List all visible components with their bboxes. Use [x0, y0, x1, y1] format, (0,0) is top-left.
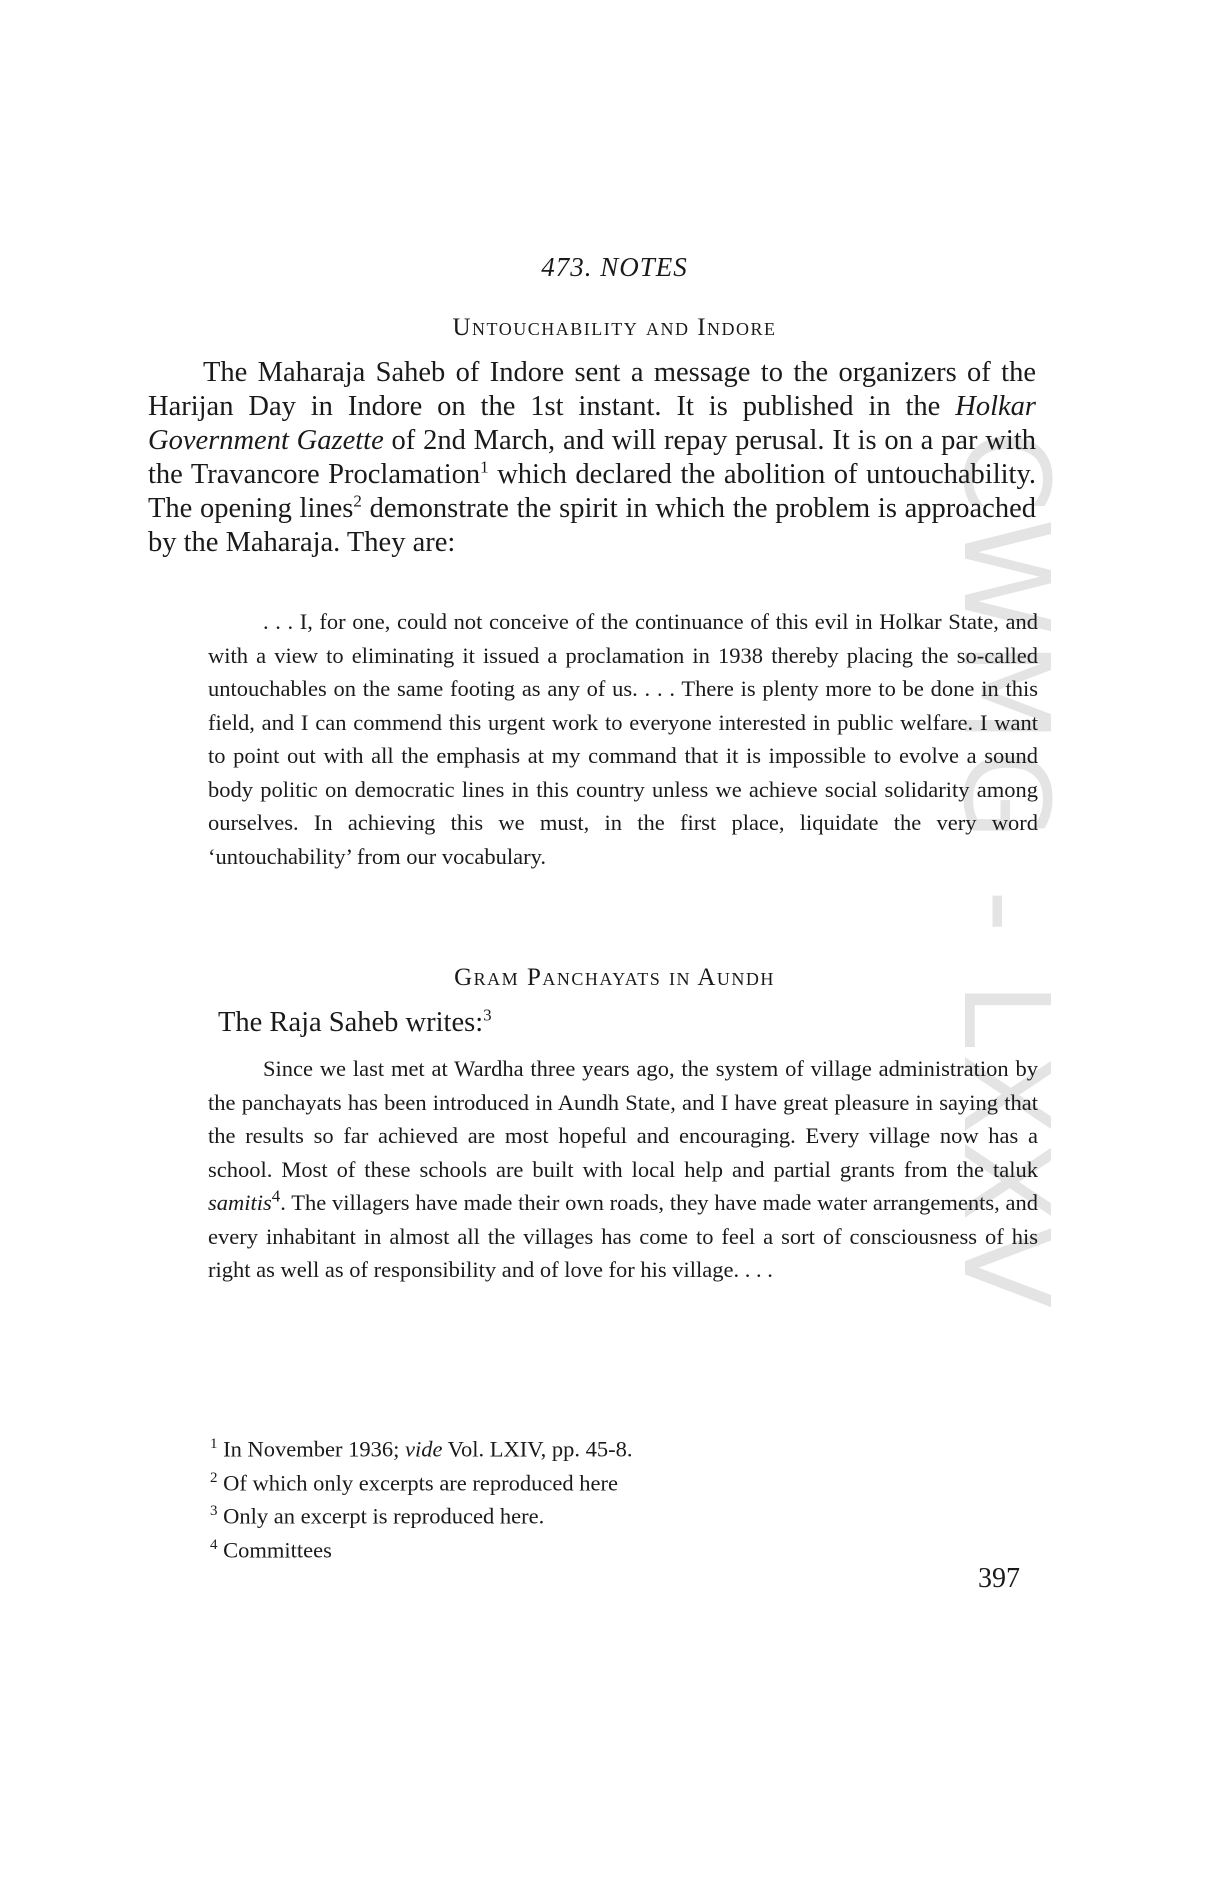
quote-indore: . . . I, for one, could not conceive of the continuance of this evil in Holkar State, and with a view to eliminating it issued a proclamation in 1938 thereby placing the so-called untouchables on the same footing as any of us. . . . There is plenty more to be done in this field, and I can commend this urgent work to everyone interested in public welfare. I want to point out with all the emphasis at my command that it is impossible to evolve a sound body politic on democratic lines in this country unless we achieve social solidarity among ourselves. In achieving this we must, in the first place, liquidate the very word ‘untouchability’ from our vocabulary.	[208, 609, 1038, 869]
paragraph-indore	[148, 356, 1036, 560]
footnote-text: Of which only excerpts are reproduced here	[223, 1470, 618, 1495]
samitis-term: samitis	[208, 1190, 272, 1215]
para-text: of 2nd March, and will repay perusal. It is on a par with the Travancore Proclamation	[148, 425, 1036, 490]
footnote-text: Only an excerpt is reproduced here.	[223, 1503, 545, 1529]
quote-text: Since we last met at Wardha three years ago, the system of village administration by the panchayats has been introduced in Aundh State, and I have great pleasure in saying that the results so far achieved are most hopeful and encouraging. Every village now has a school. Most of these schools are built with local help and partial grants from the taluk	[208, 1056, 1038, 1182]
footnote-text: Vol. LXIV, pp. 45-8.	[442, 1436, 633, 1462]
quote-text: . The villagers have made their own roads, they have made water arrangements, and every inhabitant in almost all the villages has come to feel a sort of consciousness of his right as well as of responsibility and of love for his village. . . .	[208, 1190, 1038, 1282]
footnotes	[210, 1430, 1030, 1564]
paragraph-raja-saheb	[218, 1006, 1036, 1040]
para-text: which declared the abolition of untouchability. The opening lines	[148, 459, 1036, 524]
watermark-text: CWMG - LXXV	[937, 430, 1075, 1315]
footnote-2	[210, 1464, 1030, 1498]
document-title: 473. NOTES	[541, 252, 688, 282]
footnote-4	[210, 1531, 1030, 1565]
footnote-ref: 1	[480, 457, 489, 477]
footnote-3	[210, 1497, 1030, 1531]
footnote-ref: 3	[483, 1005, 492, 1025]
para-text: demonstrate the spirit in which the problem is approached by the Maharaja. They are:	[148, 493, 1036, 558]
section-heading-untouchability: Untouchability and Indore	[452, 314, 777, 341]
watermark	[937, 430, 1175, 1450]
quote-aundh	[208, 1052, 1038, 1287]
footnote-1	[210, 1430, 1030, 1464]
page-number: 397	[978, 1563, 1020, 1594]
para-text: The Maharaja Saheb of Indore sent a message to the organizers of the Harijan Day in Indore on the 1st instant. It is published in the	[148, 357, 1036, 422]
footnote-ref: 2	[353, 491, 362, 511]
footnote-number: 2	[210, 1469, 218, 1486]
gazette-title: Holkar Government Gazette	[148, 391, 1036, 456]
footnote-number: 1	[210, 1436, 218, 1452]
para-text: The Raja Saheb writes:	[218, 1007, 484, 1038]
section-heading-gram-panchayats: Gram Panchayats in Aundh	[454, 964, 775, 991]
footnote-number: 3	[210, 1503, 218, 1519]
footnote-italic: vide	[404, 1436, 443, 1462]
footnote-number: 4	[210, 1536, 218, 1553]
footnote-ref: 4	[271, 1186, 281, 1206]
footnote-text: Committees	[223, 1537, 332, 1562]
footnote-text: In November 1936;	[223, 1436, 405, 1462]
